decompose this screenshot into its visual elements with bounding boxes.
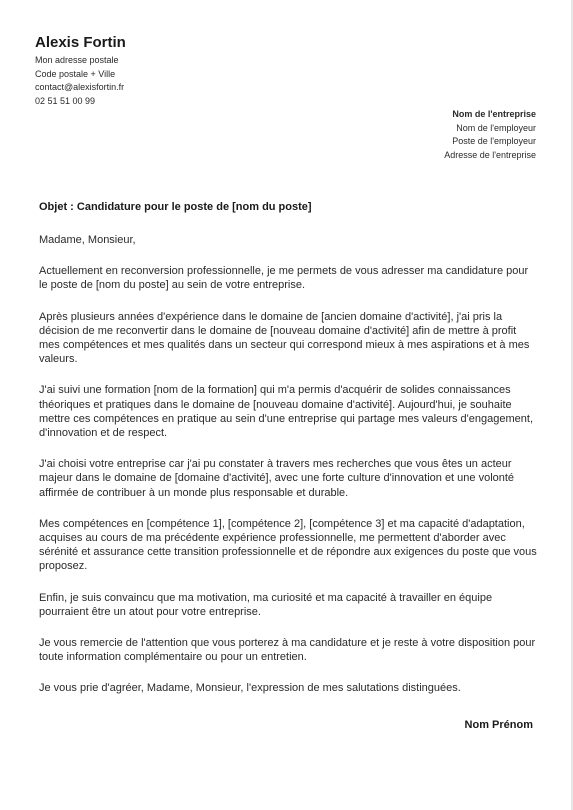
sender-phone: 02 51 51 00 99: [35, 95, 96, 106]
paragraph-training: J'ai suivi une formation [nom de la formation] qui m'a permis d'acquérir de solides connaissances théoriques et pratiques dans le domaine de [nouveau domaine d'activité]. Aujourd'hui, je souhaite mettre ces compétences en pratique au sein d'une entreprise qui partage mes valeurs d'engagement, d'innovation et de respect.: [39, 384, 533, 440]
paragraph-motivation: Enfin, je suis convaincu que ma motivation, ma curiosité et ma capacité à travailler en équipe pourraient être un atout pour votre entreprise.: [39, 591, 493, 618]
recipient-company: Nom de l'entreprise: [452, 109, 536, 119]
recipient-block: [444, 108, 536, 163]
paragraph-closing: Je vous prie d'agréer, Madame, Monsieur, l'expression de mes salutations distinguées.: [39, 682, 461, 695]
recipient-employer-position: Poste de l'employeur: [452, 136, 536, 147]
sender-address: Mon adresse postale: [35, 55, 119, 65]
sender-email: contact@alexisfortin.fr: [35, 82, 125, 92]
sender-name: Alexis Fortin: [35, 34, 126, 51]
sender-postal-city: Code postale + Ville: [35, 68, 116, 79]
recipient-employer-name: Nom de l'employeur: [456, 122, 536, 133]
paragraph-company-choice: J'ai choisi votre entreprise car j'ai pu constater à travers mes recherches que vous êtes un acteur majeur dans le domaine de [domaine d'activité], avec une forte culture d'innovation et une volonté affirmée de contribuer à un monde plus responsable et durable.: [39, 458, 515, 499]
letter-body: [39, 233, 539, 696]
letter-subject: Objet : Candidature pour le poste de [nom du poste]: [39, 201, 312, 213]
signature: Nom Prénom: [464, 719, 533, 731]
sender-block: [35, 34, 126, 108]
paragraph-experience: Après plusieurs années d'expérience dans le domaine de [ancien domaine d'activité], j'ai pris la décision de me reconvertir dans le domaine de [nouveau domaine d'activité] afin de mettre à profit mes compétences et mes qualités dans un secteur qui correspond mieux à mes aspirations et à mes valeurs.: [39, 310, 530, 366]
paragraph-thanks: Je vous remercie de l'attention que vous porterez à ma candidature et je reste à votre disposition pour toute information complémentaire ou pour un entretien.: [39, 637, 536, 664]
paragraph-intro: Actuellement en reconversion professionnelle, je me permets de vous adresser ma candidature pour le poste de [nom du poste] au sein de votre entreprise.: [39, 265, 529, 292]
letter-greeting: Madame, Monsieur,: [39, 234, 136, 246]
recipient-company-address: Adresse de l'entreprise: [444, 150, 536, 161]
paragraph-skills: Mes compétences en [compétence 1], [compétence 2], [compétence 3] et ma capacité d'adaptation, acquises au cours de ma précédente expérience professionnelle, me permettent d'aborder avec sérénité et assurance cette transition professionnelle et de répondre aux exigences du poste que vous proposez.: [39, 517, 537, 573]
